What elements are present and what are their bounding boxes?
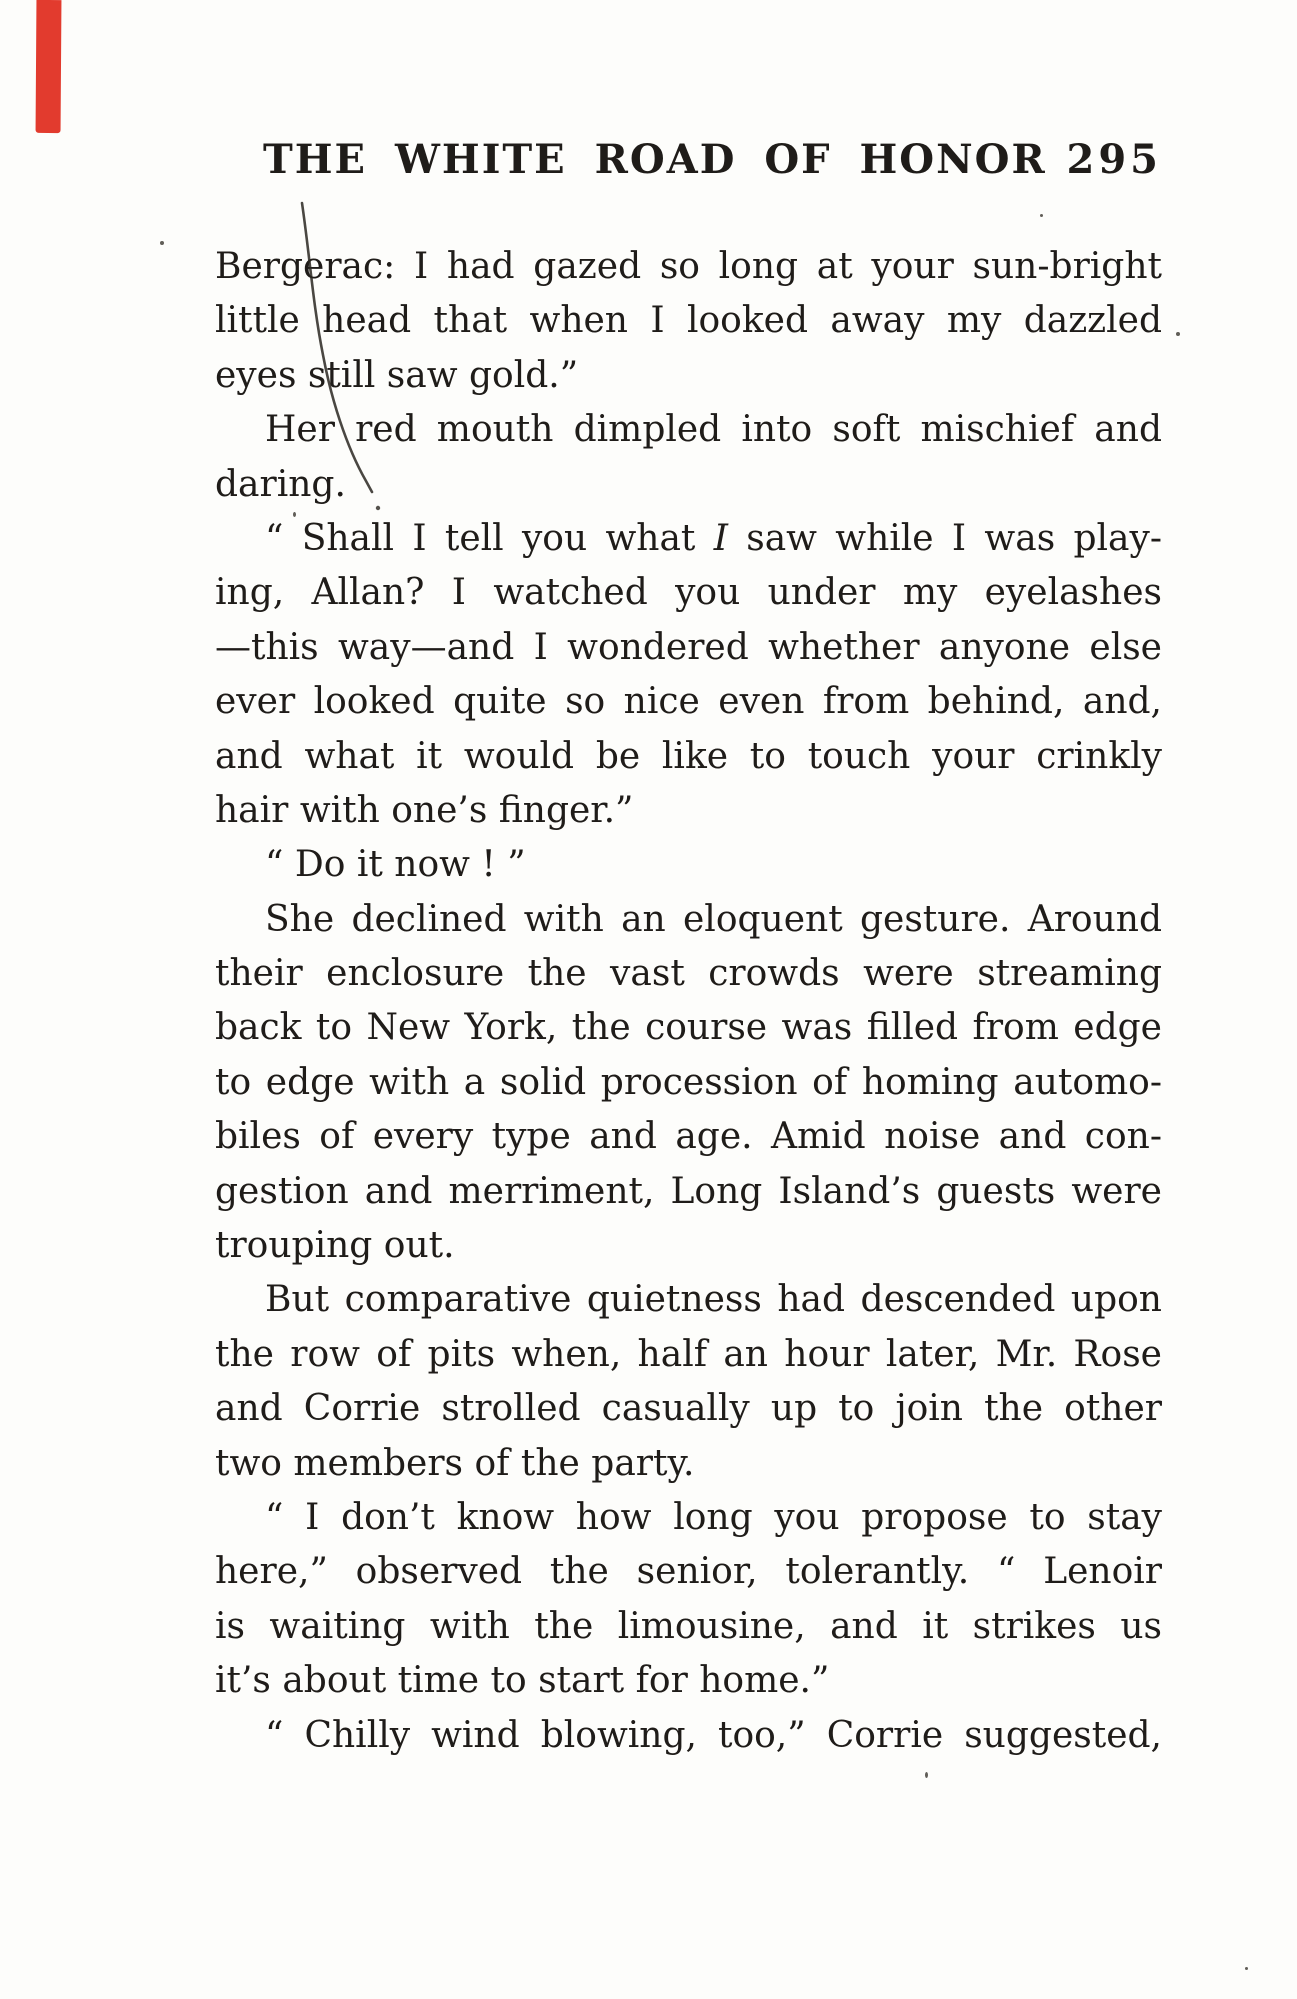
text-line: and what it would be like to touch your crinkly [215,735,1162,777]
red-margin-mark [36,0,62,133]
text-line: their enclosure the vast crowds were streaming [215,953,1162,995]
text-line: hair with one’s finger.” [215,789,634,831]
ink-speck [1245,1967,1248,1970]
text-line: the row of pits when, half an hour later, Mr. Rose [215,1333,1162,1375]
text-line: ever looked quite so nice even from behind, and, [215,681,1162,723]
ink-speck [293,512,296,517]
text-line: Bergerac: I had gazed so long at your sun-bright [215,246,1162,287]
page-number: 295 [1066,136,1162,183]
text-line: daring. [215,463,346,505]
text-line: “ Chilly wind blowing, too,” Corrie suggested, [265,1714,1162,1756]
running-header-title: THE WHITE ROAD OF HONOR [263,136,1047,183]
text-line: here,” observed the senior, tolerantly. “ Lenoir [215,1551,1162,1593]
running-header [263,134,1162,186]
text-line: “ Do it now ! ” [265,844,526,886]
ink-speck [1040,214,1043,217]
text-line: back to New York, the course was filled from edge [215,1007,1162,1049]
text-line: and Corrie strolled casually up to join the other [215,1388,1162,1430]
text-line: But comparative quietness had descended upon [265,1279,1162,1321]
text-line: She declined with an eloquent gesture. Around [265,898,1162,940]
ink-speck [1176,332,1180,336]
body-text-block [215,240,1162,1763]
text-line: —this way—and I wondered whether anyone else [215,626,1162,668]
text-line: it’s about time to start for home.” [215,1660,830,1702]
text-line: “ I don’t know how long you propose to stay [265,1496,1162,1538]
text-line: biles of every type and age. Amid noise and con- [215,1116,1162,1158]
text-line: ing, Allan? I watched you under my eyelashes [215,572,1162,614]
text-line: “ Shall I tell you what I saw while I was play- [265,517,1162,559]
text-line: two members of the party. [215,1442,695,1484]
text-line: trouping out. [215,1225,455,1267]
ink-speck [160,241,164,245]
ink-speck [925,1772,928,1778]
text-line: is waiting with the limousine, and it strikes us [215,1605,1162,1647]
text-line: Her red mouth dimpled into soft mischief and [265,409,1162,451]
text-line: gestion and merriment, Long Island’s guests were [215,1170,1162,1212]
text-line: little head that when I looked away my dazzled [215,300,1162,342]
text-line: to edge with a solid procession of homing automo- [215,1061,1162,1103]
text-line: eyes still saw gold.” [215,354,579,396]
